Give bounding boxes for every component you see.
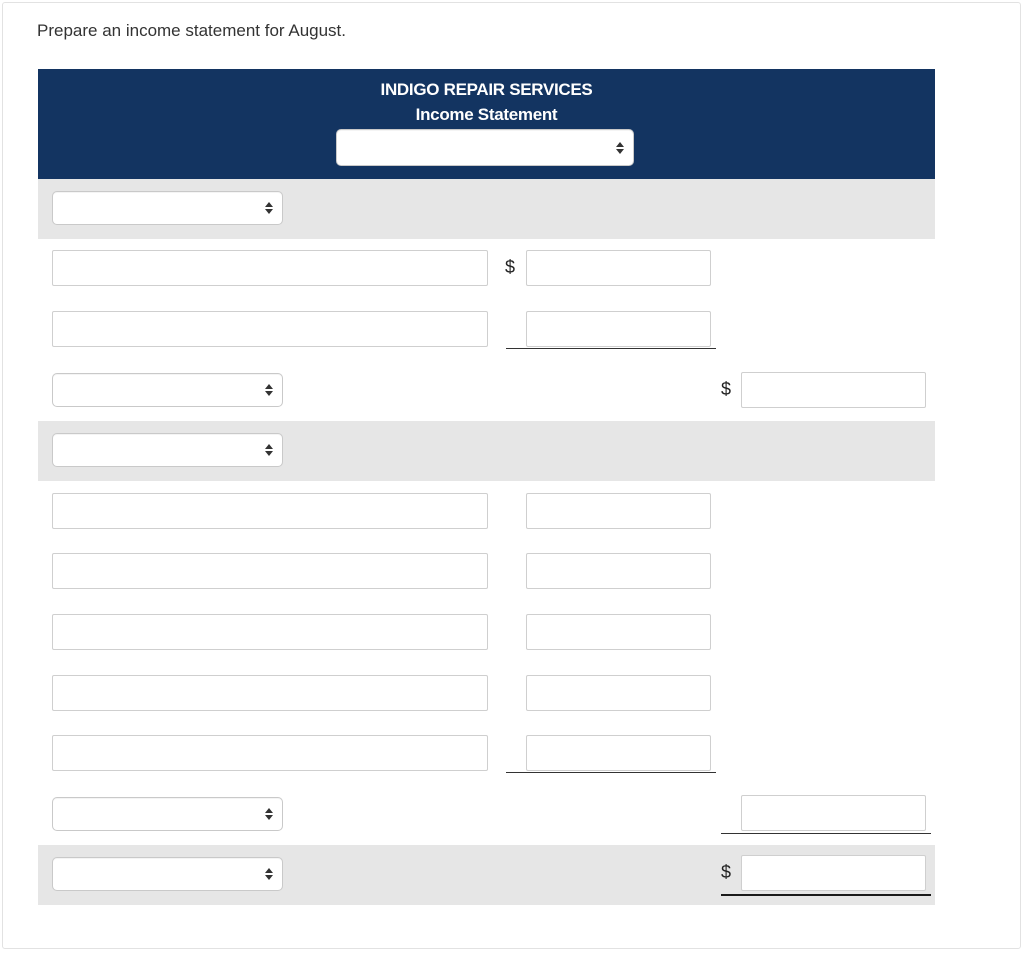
double-underline-rule bbox=[721, 894, 931, 896]
expense-account-input-1[interactable] bbox=[52, 493, 488, 529]
instruction-text: Prepare an income statement for August. bbox=[37, 21, 347, 40]
revenue-amount-input-1[interactable] bbox=[526, 250, 711, 286]
revenue-account-input-2[interactable] bbox=[52, 311, 488, 347]
expense-account-input-4[interactable] bbox=[52, 675, 488, 711]
statement-header bbox=[38, 69, 935, 179]
subtotal-rule bbox=[506, 772, 716, 773]
dollar-sign: $ bbox=[721, 379, 732, 399]
total-revenues-select[interactable] bbox=[52, 373, 283, 407]
total-expenses-input[interactable] bbox=[741, 795, 926, 831]
net-income-select[interactable] bbox=[52, 857, 283, 891]
statement-title: Income Statement bbox=[415, 105, 558, 124]
company-name: INDIGO REPAIR SERVICES bbox=[380, 80, 593, 99]
revenue-account-input-1[interactable] bbox=[52, 250, 488, 286]
total-rule bbox=[721, 833, 931, 834]
expense-amount-input-5[interactable] bbox=[526, 735, 711, 771]
total-expenses-select[interactable] bbox=[52, 797, 283, 831]
up-down-caret-icon bbox=[265, 384, 273, 396]
subtotal-rule bbox=[506, 348, 716, 349]
period-select[interactable] bbox=[336, 129, 634, 166]
up-down-caret-icon bbox=[616, 142, 624, 154]
dollar-sign: $ bbox=[721, 862, 732, 882]
up-down-caret-icon bbox=[265, 808, 273, 820]
up-down-caret-icon bbox=[265, 444, 273, 456]
up-down-caret-icon bbox=[265, 868, 273, 880]
revenues-label-select[interactable] bbox=[52, 191, 283, 225]
expenses-label-select[interactable] bbox=[52, 433, 283, 467]
net-income-input[interactable] bbox=[741, 855, 926, 891]
expense-amount-input-2[interactable] bbox=[526, 553, 711, 589]
expense-amount-input-4[interactable] bbox=[526, 675, 711, 711]
dollar-sign: $ bbox=[505, 257, 516, 277]
up-down-caret-icon bbox=[265, 202, 273, 214]
revenue-amount-input-2[interactable] bbox=[526, 311, 711, 347]
expense-account-input-2[interactable] bbox=[52, 553, 488, 589]
expense-amount-input-1[interactable] bbox=[526, 493, 711, 529]
expense-account-input-3[interactable] bbox=[52, 614, 488, 650]
expense-amount-input-3[interactable] bbox=[526, 614, 711, 650]
expense-account-input-5[interactable] bbox=[52, 735, 488, 771]
total-revenues-input[interactable] bbox=[741, 372, 926, 408]
